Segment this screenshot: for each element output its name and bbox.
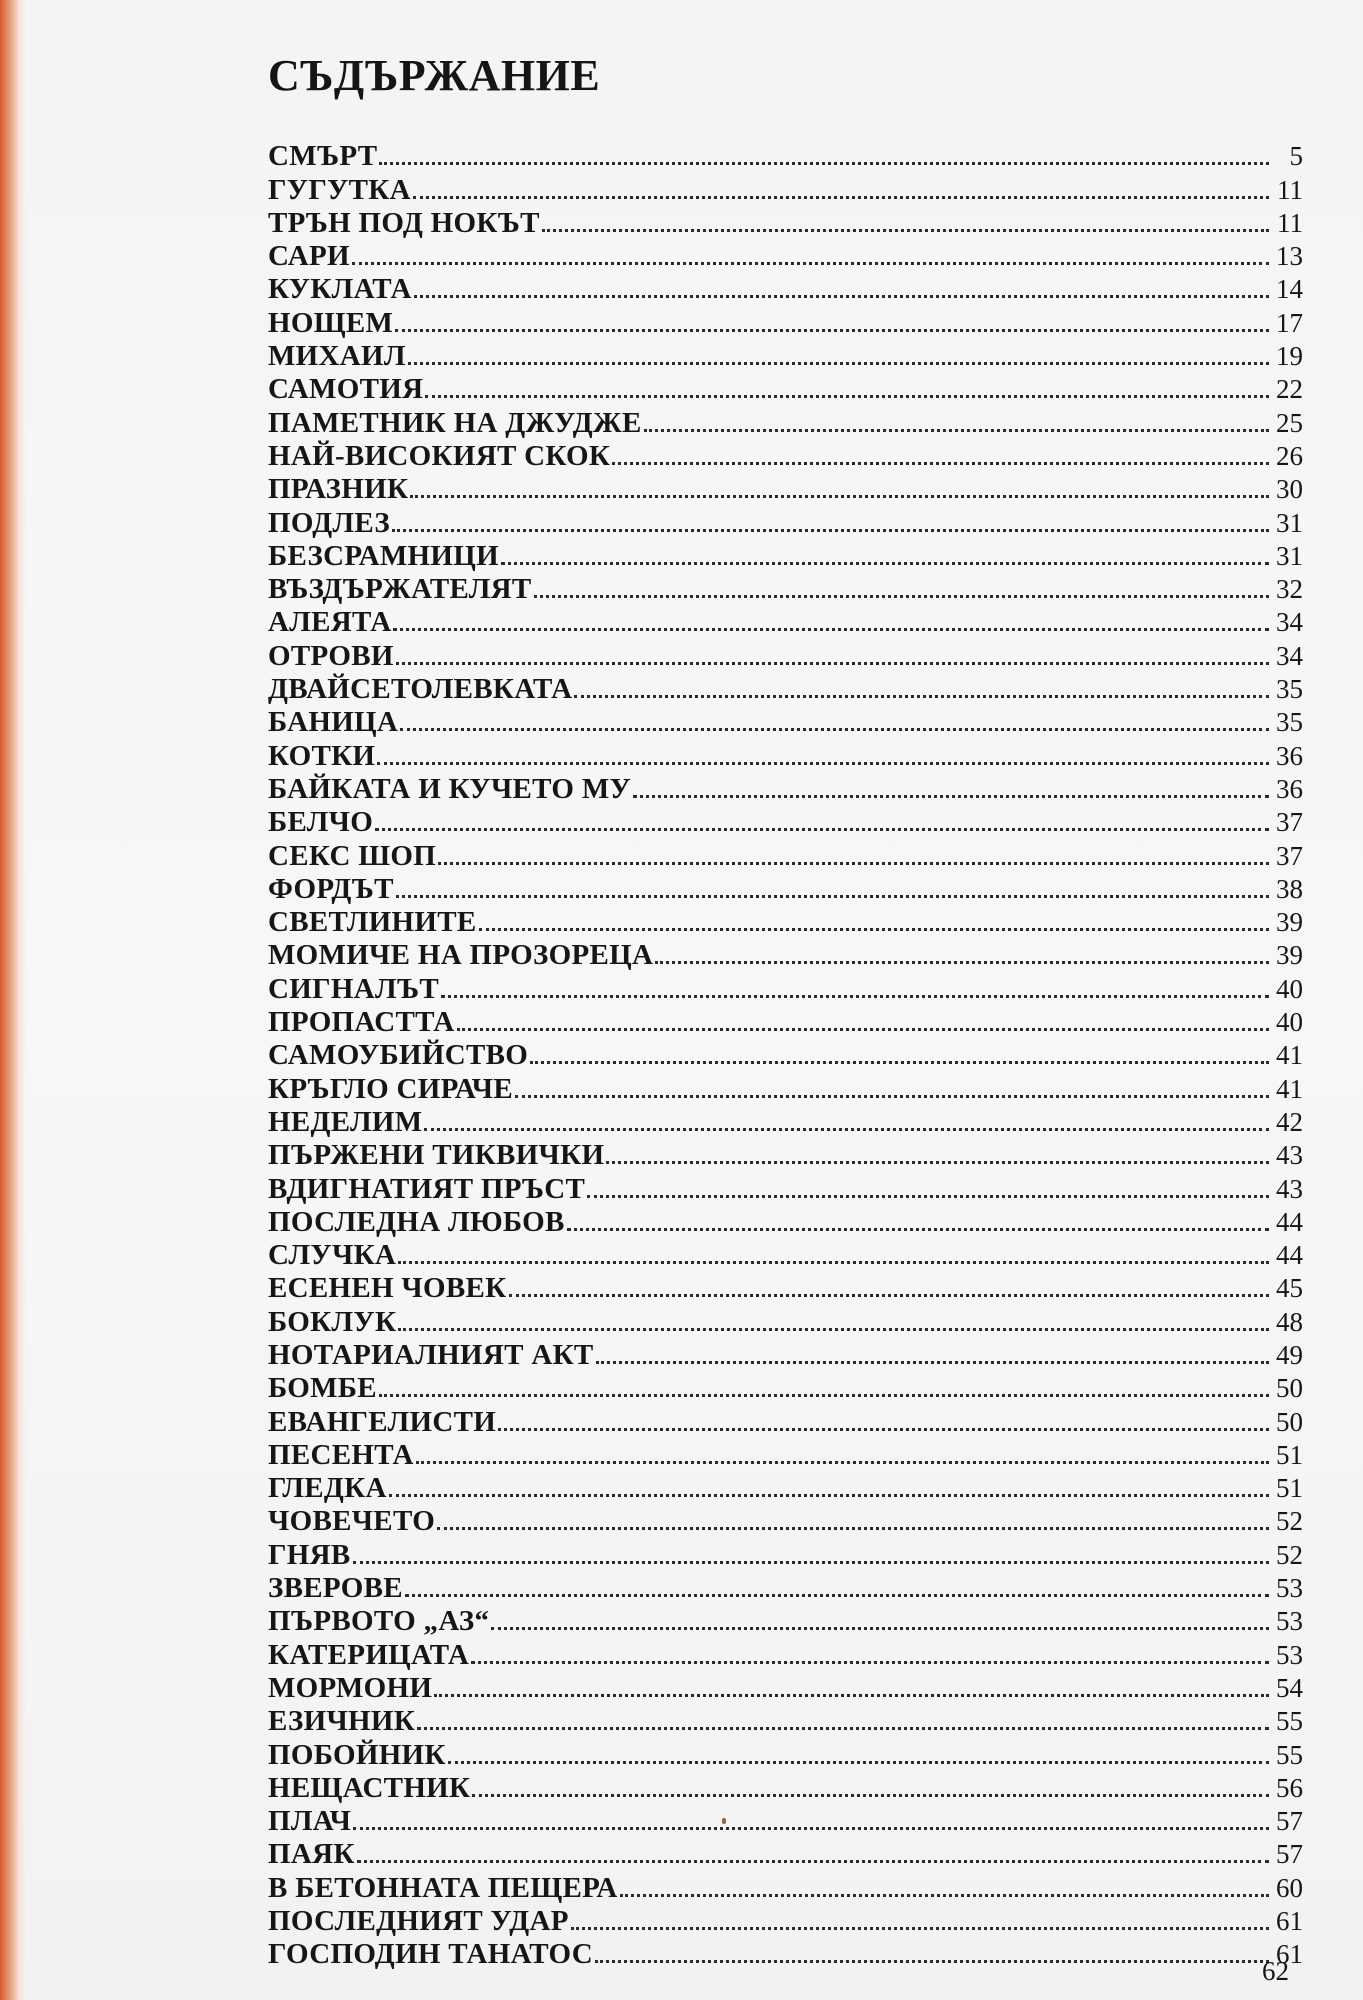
toc-entry bbox=[268, 1172, 1303, 1205]
toc-entry bbox=[268, 1505, 1303, 1538]
toc-entry-page-number: 31 bbox=[1276, 507, 1303, 538]
toc-entry-title: МИХАИЛ bbox=[268, 340, 406, 373]
toc-entry-page-number: 36 bbox=[1276, 773, 1303, 804]
toc-entry bbox=[268, 706, 1303, 739]
toc-entry-title: НЕЩАСТНИК bbox=[268, 1771, 471, 1804]
toc-entry bbox=[268, 1006, 1303, 1039]
toc-entry-title: ЗВЕРОВЕ bbox=[268, 1572, 403, 1605]
toc-entry bbox=[268, 1638, 1303, 1671]
toc-entry-page-number: 31 bbox=[1276, 540, 1303, 571]
dot-leader bbox=[405, 1594, 1269, 1597]
toc-entry-title: ПЪРВОТО „АЗ“ bbox=[268, 1605, 490, 1638]
toc-entry bbox=[268, 207, 1303, 240]
toc-entry-page-number: 55 bbox=[1276, 1706, 1303, 1737]
toc-entry-title: КУКЛАТА bbox=[268, 273, 412, 306]
toc-entry bbox=[268, 1938, 1303, 1971]
dot-leader bbox=[379, 1394, 1269, 1397]
dot-leader bbox=[375, 828, 1269, 831]
dot-leader bbox=[417, 1727, 1269, 1730]
toc-entry-page-number: 17 bbox=[1276, 307, 1303, 338]
dot-leader bbox=[434, 1694, 1269, 1697]
toc-entry-page-number: 43 bbox=[1276, 1140, 1303, 1171]
toc-entry-page-number: 56 bbox=[1276, 1772, 1303, 1803]
toc-entry-title: НОЩЕМ bbox=[268, 306, 394, 339]
toc-entry-title: ГОСПОДИН ТАНАТОС bbox=[268, 1938, 593, 1971]
toc-entry bbox=[268, 1339, 1303, 1372]
toc-entry-title: ФОРДЪТ bbox=[268, 872, 394, 905]
toc-entry-title: БЕЗСРАМНИЦИ bbox=[268, 539, 499, 572]
toc-entry-page-number: 61 bbox=[1276, 1906, 1303, 1937]
toc-entry-title: ПАЯК bbox=[268, 1838, 355, 1871]
toc-entry bbox=[268, 473, 1303, 506]
toc-entry-page-number: 11 bbox=[1277, 207, 1303, 238]
toc-entry-title: САРИ bbox=[268, 240, 350, 273]
toc-entry-title: В БЕТОННАТА ПЕЩЕРА bbox=[268, 1871, 618, 1904]
toc-entry-page-number: 25 bbox=[1276, 407, 1303, 438]
dot-leader bbox=[479, 928, 1270, 931]
toc-entry bbox=[268, 406, 1303, 439]
toc-entry-page-number: 50 bbox=[1276, 1406, 1303, 1437]
dot-leader bbox=[595, 1960, 1269, 1963]
toc-entry bbox=[268, 240, 1303, 273]
toc-entry bbox=[268, 873, 1303, 906]
toc-entry-page-number: 57 bbox=[1276, 1806, 1303, 1837]
toc-entry-title: ЕЗИЧНИК bbox=[268, 1705, 416, 1738]
toc-entry-page-number: 5 bbox=[1289, 141, 1303, 172]
book-cover-edge bbox=[0, 0, 26, 2000]
toc-entry-page-number: 54 bbox=[1276, 1672, 1303, 1703]
toc-entry bbox=[268, 1106, 1303, 1139]
toc-entry-title: БАНИЦА bbox=[268, 706, 399, 739]
dot-leader bbox=[655, 961, 1269, 964]
toc-entry bbox=[268, 506, 1303, 539]
dot-leader bbox=[352, 262, 1269, 265]
toc-entry-title: КОТКИ bbox=[268, 739, 376, 772]
toc-entry-page-number: 53 bbox=[1276, 1573, 1303, 1604]
dot-leader bbox=[438, 862, 1269, 865]
toc-entry bbox=[268, 673, 1303, 706]
dot-leader bbox=[389, 1494, 1269, 1497]
toc-entry bbox=[268, 773, 1303, 806]
toc-entry-title: МОМИЧЕ НА ПРОЗОРЕЦА bbox=[268, 939, 654, 972]
dot-leader bbox=[574, 695, 1269, 698]
toc-entry-page-number: 30 bbox=[1276, 474, 1303, 505]
dot-leader bbox=[606, 1161, 1269, 1164]
toc-entry-title: ПРОПАСТТА bbox=[268, 1006, 455, 1039]
toc-entry bbox=[268, 906, 1303, 939]
toc-entry bbox=[268, 1572, 1303, 1605]
dot-leader bbox=[410, 495, 1269, 498]
toc-entry-page-number: 34 bbox=[1276, 640, 1303, 671]
toc-entry-page-number: 60 bbox=[1276, 1872, 1303, 1903]
toc-entry bbox=[268, 306, 1303, 339]
toc-entry bbox=[268, 1206, 1303, 1239]
toc-entry-title: ПРАЗНИК bbox=[268, 473, 409, 506]
toc-entry-title: КРЪГЛО СИРАЧЕ bbox=[268, 1072, 513, 1105]
dot-leader bbox=[400, 728, 1269, 731]
toc-entry bbox=[268, 739, 1303, 772]
toc-entry-title: ДВАЙСЕТОЛЕВКАТА bbox=[268, 673, 573, 706]
toc-entry bbox=[268, 1239, 1303, 1272]
toc-entry bbox=[268, 639, 1303, 672]
toc-entry bbox=[268, 540, 1303, 573]
dot-leader bbox=[620, 1894, 1269, 1897]
dot-leader bbox=[472, 1794, 1269, 1797]
toc-entry-page-number: 40 bbox=[1276, 1007, 1303, 1038]
toc-entry-title: БОМБЕ bbox=[268, 1372, 377, 1405]
toc-entry-page-number: 38 bbox=[1276, 873, 1303, 904]
toc-entry bbox=[268, 273, 1303, 306]
toc-entry bbox=[268, 573, 1303, 606]
dot-leader bbox=[587, 1195, 1269, 1198]
toc-entry-title: КАТЕРИЦАТА bbox=[268, 1638, 470, 1671]
toc-entry-title: ЕСЕНЕН ЧОВЕК bbox=[268, 1272, 507, 1305]
dot-leader bbox=[353, 1827, 1269, 1830]
toc-entry bbox=[268, 1805, 1303, 1838]
toc-entry-title: ТРЪН ПОД НОКЪТ bbox=[268, 206, 540, 239]
dot-leader bbox=[542, 229, 1269, 232]
toc-entry-title: ПАМЕТНИК НА ДЖУДЖЕ bbox=[268, 406, 642, 439]
dot-leader bbox=[644, 429, 1269, 432]
dot-leader bbox=[396, 895, 1269, 898]
toc-entry-title: НЕДЕЛИМ bbox=[268, 1105, 423, 1138]
dot-leader bbox=[357, 1860, 1269, 1863]
toc-entry-title: ГУГУТКА bbox=[268, 173, 411, 206]
toc-entry bbox=[268, 173, 1303, 206]
dot-leader bbox=[596, 1361, 1269, 1364]
toc-entry-page-number: 39 bbox=[1276, 940, 1303, 971]
toc-entry-page-number: 44 bbox=[1276, 1240, 1303, 1271]
toc-entry-page-number: 19 bbox=[1276, 341, 1303, 372]
toc-entry bbox=[268, 606, 1303, 639]
toc-entry-title: ГЛЕДКА bbox=[268, 1472, 387, 1505]
toc-entry-page-number: 50 bbox=[1276, 1373, 1303, 1404]
toc-entry-page-number: 14 bbox=[1276, 274, 1303, 305]
toc-entry-page-number: 43 bbox=[1276, 1173, 1303, 1204]
toc-entry bbox=[268, 140, 1303, 173]
toc-entry-title: САМОУБИЙСТВО bbox=[268, 1039, 529, 1072]
toc-entry-page-number: 26 bbox=[1276, 440, 1303, 471]
toc-entry-title: САМОТИЯ bbox=[268, 373, 424, 406]
toc-entry-page-number: 41 bbox=[1276, 1073, 1303, 1104]
dot-leader bbox=[425, 395, 1269, 398]
dot-leader bbox=[392, 529, 1269, 532]
dot-leader bbox=[509, 1294, 1270, 1297]
toc-entry bbox=[268, 1405, 1303, 1438]
toc-entry-page-number: 45 bbox=[1276, 1273, 1303, 1304]
toc-entry bbox=[268, 1039, 1303, 1072]
toc-entry-page-number: 51 bbox=[1276, 1439, 1303, 1470]
toc-entry bbox=[268, 1871, 1303, 1904]
toc-entry-page-number: 37 bbox=[1276, 807, 1303, 838]
toc-entry-page-number: 55 bbox=[1276, 1739, 1303, 1770]
toc-entry-title: ВЪЗДЪРЖАТЕЛЯТ bbox=[268, 573, 532, 606]
dot-leader bbox=[408, 362, 1269, 365]
toc-entry-page-number: 53 bbox=[1276, 1606, 1303, 1637]
dot-leader bbox=[457, 1028, 1269, 1031]
toc-entry bbox=[268, 1139, 1303, 1172]
toc-entry-title: АЛЕЯТА bbox=[268, 606, 392, 639]
trailing-page-number: 62 bbox=[1262, 1956, 1289, 1986]
toc-entry-page-number: 41 bbox=[1276, 1040, 1303, 1071]
toc-entry bbox=[268, 1272, 1303, 1305]
toc-entry-page-number: 11 bbox=[1277, 174, 1303, 205]
toc-entry-page-number: 48 bbox=[1276, 1306, 1303, 1337]
toc-entry-title: ОТРОВИ bbox=[268, 639, 394, 672]
toc-entry-title: СИГНАЛЪТ bbox=[268, 972, 439, 1005]
toc-entry-title: ЕВАНГЕЛИСТИ bbox=[268, 1405, 497, 1438]
dot-leader bbox=[530, 1061, 1269, 1064]
toc-entry-title: СМЪРТ bbox=[268, 140, 378, 173]
dot-leader bbox=[377, 762, 1269, 765]
toc-entry bbox=[268, 1472, 1303, 1505]
toc-entry bbox=[268, 1305, 1303, 1338]
toc-entry bbox=[268, 1538, 1303, 1571]
toc-entry bbox=[268, 340, 1303, 373]
toc-entry bbox=[268, 939, 1303, 972]
toc-entry bbox=[268, 1605, 1303, 1638]
dot-leader bbox=[498, 1428, 1269, 1431]
dot-leader bbox=[398, 1261, 1269, 1264]
toc-entry-page-number: 13 bbox=[1276, 241, 1303, 272]
toc-entry-title: ПЪРЖЕНИ ТИКВИЧКИ bbox=[268, 1139, 605, 1172]
toc-entry bbox=[268, 806, 1303, 839]
toc-entry-title: ВДИГНАТИЯТ ПРЪСТ bbox=[268, 1172, 586, 1205]
toc-entry-page-number: 52 bbox=[1276, 1506, 1303, 1537]
dot-leader bbox=[396, 662, 1269, 665]
toc-entry-title: СЛУЧКА bbox=[268, 1239, 397, 1272]
toc-entry-page-number: 39 bbox=[1276, 907, 1303, 938]
page-title: СЪДЪРЖАНИЕ bbox=[268, 51, 601, 100]
toc-entry bbox=[268, 1905, 1303, 1938]
toc-entry-title: МОРМОНИ bbox=[268, 1671, 433, 1704]
toc-entry-title: ПОБОЙНИК bbox=[268, 1738, 446, 1771]
toc-entry-page-number: 61 bbox=[1276, 1939, 1303, 1970]
toc-entry-title: БАЙКАТА И КУЧЕТО МУ bbox=[268, 772, 632, 805]
toc-entry bbox=[268, 373, 1303, 406]
dot-leader bbox=[424, 1128, 1269, 1131]
dot-leader bbox=[393, 628, 1269, 631]
toc-entry-title: ГНЯВ bbox=[268, 1538, 351, 1571]
toc-entry-title: СВЕТЛИНИТЕ bbox=[268, 906, 477, 939]
toc-entry bbox=[268, 1705, 1303, 1738]
toc-entry-page-number: 35 bbox=[1276, 674, 1303, 705]
toc-entry-page-number: 34 bbox=[1276, 607, 1303, 638]
dot-leader bbox=[501, 562, 1269, 565]
dot-leader bbox=[416, 1461, 1269, 1464]
toc-entry bbox=[268, 1772, 1303, 1805]
dot-leader bbox=[448, 1761, 1269, 1764]
toc-entry-title: ПОСЛЕДНИЯТ УДАР bbox=[268, 1905, 569, 1938]
toc-entry bbox=[268, 1439, 1303, 1472]
table-of-contents bbox=[268, 140, 1303, 1971]
toc-entry-page-number: 32 bbox=[1276, 574, 1303, 605]
toc-entry bbox=[268, 839, 1303, 872]
toc-entry bbox=[268, 440, 1303, 473]
dot-leader bbox=[633, 795, 1269, 798]
dot-leader bbox=[612, 462, 1269, 465]
toc-entry-title: БЕЛЧО bbox=[268, 806, 374, 839]
toc-entry bbox=[268, 972, 1303, 1005]
toc-entry-title: ПОСЛЕДНА ЛЮБОВ bbox=[268, 1205, 565, 1238]
toc-entry bbox=[268, 1838, 1303, 1871]
paper-speck bbox=[722, 1818, 726, 1824]
toc-entry-page-number: 40 bbox=[1276, 973, 1303, 1004]
dot-leader bbox=[567, 1228, 1269, 1231]
dot-leader bbox=[491, 1627, 1269, 1630]
toc-entry-title: ПОДЛЕЗ bbox=[268, 506, 391, 539]
toc-entry-page-number: 53 bbox=[1276, 1639, 1303, 1670]
dot-leader bbox=[534, 595, 1269, 598]
toc-entry bbox=[268, 1372, 1303, 1405]
toc-entry-page-number: 51 bbox=[1276, 1473, 1303, 1504]
toc-entry bbox=[268, 1738, 1303, 1771]
toc-entry bbox=[268, 1072, 1303, 1105]
dot-leader bbox=[571, 1927, 1269, 1930]
toc-entry-page-number: 42 bbox=[1276, 1106, 1303, 1137]
toc-entry-title: НАЙ-ВИСОКИЯТ СКОК bbox=[268, 439, 611, 472]
toc-entry-page-number: 37 bbox=[1276, 840, 1303, 871]
dot-leader bbox=[471, 1661, 1269, 1664]
toc-entry-page-number: 52 bbox=[1276, 1539, 1303, 1570]
dot-leader bbox=[515, 1095, 1269, 1098]
toc-entry-page-number: 35 bbox=[1276, 707, 1303, 738]
dot-leader bbox=[413, 196, 1269, 199]
toc-entry-page-number: 44 bbox=[1276, 1206, 1303, 1237]
toc-entry-page-number: 57 bbox=[1276, 1839, 1303, 1870]
toc-entry bbox=[268, 1672, 1303, 1705]
dot-leader bbox=[379, 162, 1269, 165]
dot-leader bbox=[353, 1561, 1270, 1564]
dot-leader bbox=[395, 329, 1269, 332]
toc-entry-title: ПЕСЕНТА bbox=[268, 1438, 414, 1471]
dot-leader bbox=[437, 1527, 1269, 1530]
dot-leader bbox=[414, 295, 1269, 298]
toc-entry-title: НОТАРИАЛНИЯТ АКТ bbox=[268, 1338, 594, 1371]
toc-entry-page-number: 36 bbox=[1276, 740, 1303, 771]
toc-entry-title: ЧОВЕЧЕТО bbox=[268, 1505, 436, 1538]
dot-leader bbox=[398, 1328, 1269, 1331]
toc-entry-page-number: 49 bbox=[1276, 1339, 1303, 1370]
toc-entry-title: БОКЛУК bbox=[268, 1305, 397, 1338]
toc-entry-title: СЕКС ШОП bbox=[268, 839, 437, 872]
toc-entry-page-number: 22 bbox=[1276, 374, 1303, 405]
dot-leader bbox=[441, 995, 1269, 998]
toc-entry-title: ПЛАЧ bbox=[268, 1805, 352, 1838]
